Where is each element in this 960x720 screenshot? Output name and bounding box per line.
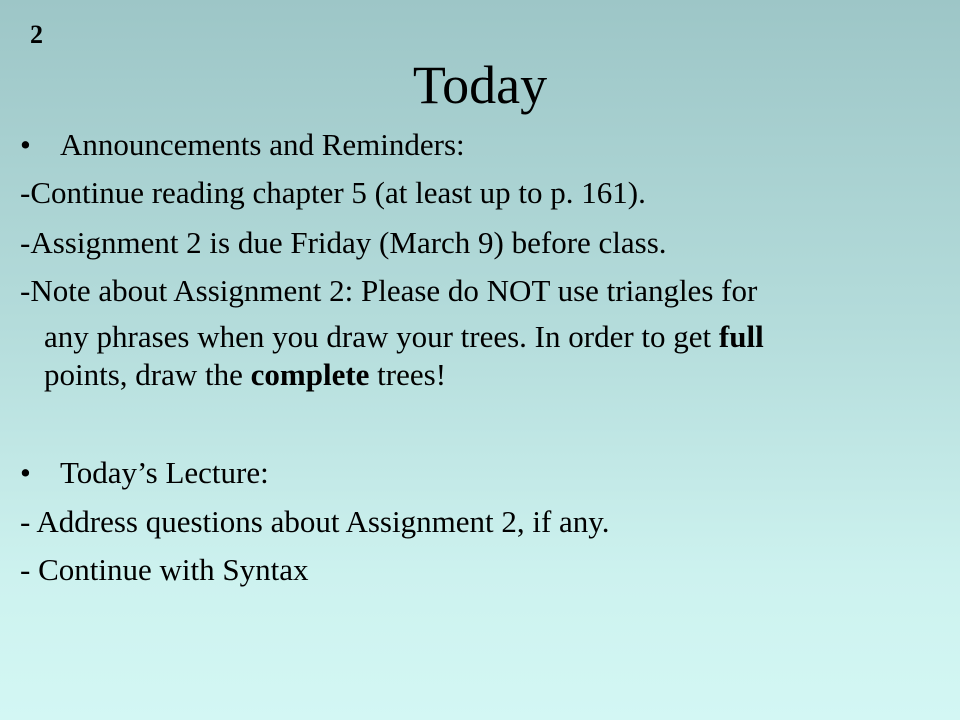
note-line-1: -Note about Assignment 2: Please do NOT use triangles for [20, 273, 758, 308]
note-line-2 [44, 318, 764, 355]
note-bold-complete: complete [250, 357, 370, 392]
lecture-item-syntax: - Continue with Syntax [20, 552, 309, 587]
section-heading-announcements: Announcements and Reminders: [60, 127, 465, 162]
section-heading-lecture: Today’s Lecture: [60, 455, 269, 490]
bullet-icon: • [20, 127, 31, 162]
bullet-icon: • [20, 455, 31, 490]
note-text: trees! [369, 357, 447, 392]
note-line-3 [44, 356, 446, 393]
note-text: points, draw the [44, 357, 251, 392]
slide-title: Today [412, 55, 548, 115]
lecture-item-questions: - Address questions about Assignment 2, if any. [20, 504, 610, 539]
reminder-item-due-date: -Assignment 2 is due Friday (March 9) before class. [20, 225, 667, 260]
slide-number: 2 [30, 20, 43, 49]
note-text: any phrases when you draw your trees. In order to get [44, 319, 719, 354]
reminder-item-reading: -Continue reading chapter 5 (at least up to p. 161). [20, 175, 646, 210]
note-bold-full: full [718, 319, 764, 354]
